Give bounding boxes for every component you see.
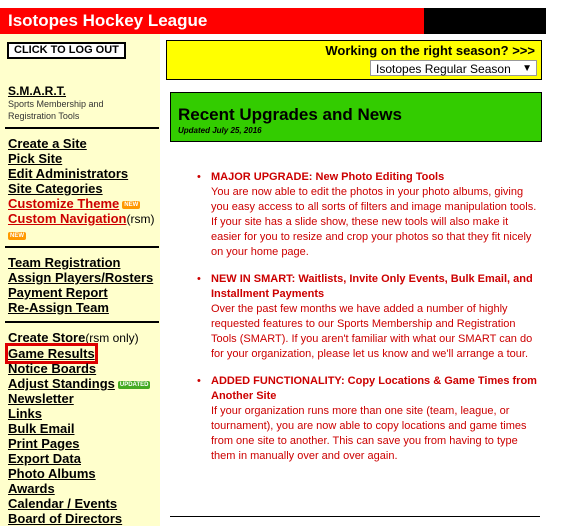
nav-group-sites	[8, 136, 154, 242]
rsm-only-note: (rsm only)	[85, 331, 139, 345]
news-heading: Recent Upgrades and News	[178, 105, 402, 124]
news-item-title: ADDED FUNCTIONALITY: Copy Locations & Game Times from Another Site	[211, 375, 537, 402]
header-black-block	[424, 8, 546, 34]
nav-group-content	[8, 330, 150, 526]
season-selector-panel	[166, 40, 542, 80]
nav-payment-report[interactable]: Payment Report	[8, 285, 108, 300]
nav-edit-administrators[interactable]: Edit Administrators	[8, 166, 129, 181]
nav-adjust-standings-row	[8, 376, 150, 391]
news-item-title: NEW IN SMART: Waitlists, Invite Only Events, Bulk Email, and Installment Payments	[211, 273, 533, 300]
nav-adjust-standings[interactable]: Adjust Standings	[8, 376, 115, 391]
nav-reassign-team[interactable]: Re-Assign Team	[8, 300, 109, 315]
bullet-icon: •	[197, 273, 201, 285]
nav-pick-site[interactable]: Pick Site	[8, 151, 63, 166]
sidebar-divider	[5, 127, 159, 129]
bullet-icon: •	[197, 171, 201, 183]
nav-team-registration[interactable]: Team Registration	[8, 255, 121, 270]
nav-calendar-events[interactable]: Calendar / Events	[8, 496, 118, 511]
smart-subtitle: Sports Membership and Registration Tools	[8, 99, 104, 121]
nav-game-results[interactable]: Game Results	[8, 346, 95, 361]
sidebar-divider	[5, 246, 159, 248]
logout-button[interactable]: CLICK TO LOG OUT	[7, 42, 126, 59]
nav-custom-navigation-row	[8, 211, 154, 227]
nav-group-teams	[8, 255, 153, 315]
news-item	[188, 374, 538, 464]
nav-bulk-email[interactable]: Bulk Email	[8, 421, 75, 436]
nav-print-pages[interactable]: Print Pages	[8, 436, 80, 451]
nav-export-data[interactable]: Export Data	[8, 451, 81, 466]
nav-site-categories[interactable]: Site Categories	[8, 181, 103, 196]
season-question: Working on the right season? >>>	[325, 43, 535, 58]
nav-customize-theme-row	[8, 196, 154, 211]
news-date: Updated July 25, 2016	[178, 126, 262, 135]
news-item	[188, 170, 538, 260]
nav-links[interactable]: Links	[8, 406, 42, 421]
nav-badge-row	[8, 227, 154, 242]
nav-awards[interactable]: Awards	[8, 481, 55, 496]
new-badge: NEW	[124, 201, 139, 208]
updated-badge: UPDATED	[119, 381, 149, 388]
news-item-title: MAJOR UPGRADE: New Photo Editing Tools	[211, 171, 445, 183]
news-header	[170, 92, 542, 142]
news-item-body: If your organization runs more than one site (team, league, or tournament), you are now able to copy locations and game times from one site to another. This can save you from having to type them in manually over and over again.	[211, 405, 527, 462]
nav-assign-players[interactable]: Assign Players/Rosters	[8, 270, 154, 285]
league-title: Isotopes Hockey League	[8, 11, 208, 30]
bullet-icon: •	[197, 375, 201, 387]
nav-create-site[interactable]: Create a Site	[8, 136, 87, 151]
nav-create-store[interactable]: Create Store	[8, 330, 86, 345]
nav-newsletter[interactable]: Newsletter	[8, 391, 74, 406]
new-badge: NEW	[10, 232, 24, 239]
nav-board-of-directors[interactable]: Board of Directors	[8, 511, 123, 526]
nav-notice-boards[interactable]: Notice Boards	[8, 361, 97, 376]
nav-custom-navigation[interactable]: Custom Navigation	[8, 211, 127, 226]
news-item-body: You are now able to edit the photos in your photo albums, giving you easy access to all sorts of filters and image manipulation tools. If your site has a slide show, these new tools will also make it easier for you to resize and crop your photos so that they fit nicely on your home page.	[211, 186, 537, 258]
season-selected-value: Isotopes Regular Season	[376, 62, 511, 76]
news-list	[188, 170, 538, 476]
sidebar-divider	[5, 321, 159, 323]
content-divider	[170, 516, 540, 517]
rsm-note: (rsm)	[126, 212, 155, 226]
smart-title[interactable]: S.M.A.R.T.	[8, 84, 67, 98]
nav-create-store-row	[8, 330, 150, 346]
league-header	[0, 8, 546, 34]
nav-photo-albums[interactable]: Photo Albums	[8, 466, 96, 481]
nav-customize-theme[interactable]: Customize Theme	[8, 196, 120, 211]
nav-game-results-row	[8, 346, 150, 361]
season-select[interactable]	[370, 60, 537, 76]
news-item	[188, 272, 538, 362]
news-item-body: Over the past few months we have added a number of highly requested features to our Sports Membership and Registration Tools (SMART). If you aren't familiar with what our SMART can do for your organization, please let us know and we'll arrange a tour.	[211, 303, 533, 360]
chevron-down-icon: ▼	[522, 63, 532, 74]
